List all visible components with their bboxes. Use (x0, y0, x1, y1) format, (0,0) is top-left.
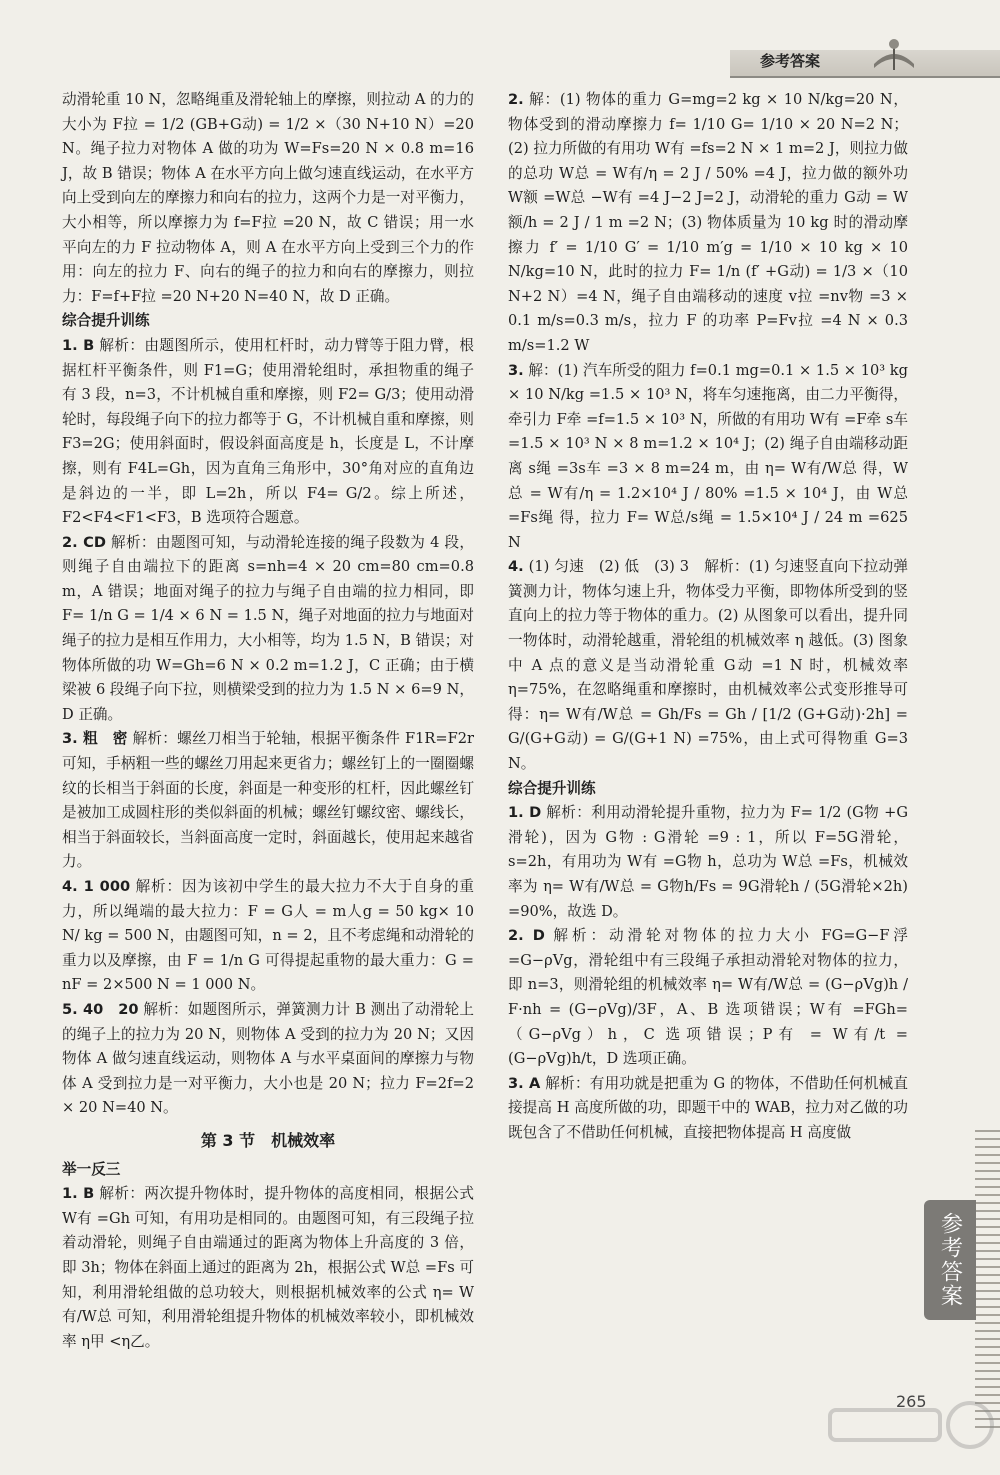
answer-text: 解析：两次提升物体时，提升物体的高度相同，根据公式 W有 =Gh 可知，有用功是相同的。由题图可知，有三段绳子拉着动滑轮，则绳子自由端通过的距离为物体上升高度的 3 倍，即 3h；物体在斜面上通过的距离为 2h，根据公式 W总 =Fs 可知，利用滑轮组做的总功较大，则根据机械效率的公式 η= W有/W总 可知，利用滑轮组提升物体的机械效率较小，即机械效率 η甲 <η乙。 (62, 1185, 474, 1350)
book-logo-icon (870, 34, 918, 74)
answer-item (508, 88, 908, 359)
right-column (508, 88, 908, 1146)
answer-text: 解：(1) 汽车所受的阻力 f=0.1 mg=0.1 × 1.5 × 10³ kg × 10 N/kg =1.5 × 10³ N，将车匀速拖离，由二力平衡得，牵引力 F牵 =f=1.5 × 10³ N，所做的有用功 W有 =F牵 s车 =1.5 × 10³ N × 8 m=1.2 × 10⁴ J；(2) 绳子自由端移动距离 s绳 =3s车 =3 × 8 m=24 m，由 η= W有/W总 得，W总 = W有/η = 1.2×10⁴ J / 80% =1.5 × 10⁴ J，由 W总 =Fs绳 得，拉力 F= W总/s绳 = 1.5×10⁴ J / 24 m =625 N (508, 361, 908, 551)
section-heading: 综合提升训练 (508, 779, 596, 797)
answer-item (62, 998, 474, 1121)
answer-item (508, 359, 908, 556)
section-tab (924, 1200, 976, 1320)
answer-number: 1. D (508, 804, 542, 822)
answer-item (62, 334, 474, 531)
answer-text: 解析：有用功就是把重为 G 的物体，不借助任何机械直接提高 H 高度所做的功，即题干中的 WAB，拉力对乙做的功既包含了不借助任何机械，直接把物体提高 H 高度做 (508, 1074, 909, 1141)
answer-item (508, 555, 908, 776)
answer-item (62, 875, 474, 998)
page-number: 265 (896, 1392, 927, 1411)
section-heading: 综合提升训练 (62, 312, 150, 330)
answer-number: 4. (508, 558, 524, 576)
answer-text: (1) 匀速 (2) 低 (3) 3 解析：(1) 匀速竖直向下拉动弹簧测力计，物体匀速上升，物体受力平衡，即物体所受到的竖直向上的拉力等于物体的重力。(2) 从图象可以看出，提升同一物体时，动滑轮越重，滑轮组的机械效率 η 越低。(3) 图象中 A 点的意义是当动滑轮重 G动 =1 N 时，机械效率 η=75%，在忽略绳重和摩擦时，由机械效率公式变形推导可得：η= W有/W总 = Gh/Fs = Gh / [1/2 (G+G动)·2h] = G/(G+G动) = G/(G+1 N) =75%，由上式可得物重 G=3 N。 (508, 558, 909, 773)
page-edge-decoration (975, 1130, 1000, 1430)
section-tab-label: 参考答案 (937, 1212, 963, 1308)
answer-text: 解析：由题图可知，与动滑轮连接的绳子段数为 4 段，则绳子自由端拉下的距离 s=nh=4 × 20 cm=80 cm=0.8 m，A 错误；地面对绳子的拉力与绳子自由端的拉力相同，即 F= 1/n G = 1/4 × 6 N = 1.5 N，绳子对地面的拉力与地面对绳子的拉力是相互作用力，大小相等，均为 1.5 N，B 错误；对物体所做的功 W=Gh=6 N × 0.2 m=1.2 J，C 正确；由于横梁被 6 段绳子向下拉，则横梁受到的拉力为 1.5 N × 6=9 N，D 正确。 (62, 533, 475, 723)
answer-text: 解析：因为该初中学生的最大拉力不大于自身的重力，所以绳端的最大拉力：F = G人 = m人g = 50 kg× 10 N/ kg = 500 N，由题图可知，n = 2，且不考虑绳和动滑轮的重力以及摩擦，由 F = 1/n G 可得提起重物的最大重力：G = nF = 2×500 N = 1 000 N。 (62, 878, 474, 994)
answer-text: 解析：动滑轮对物体的拉力大小 FG=G−F浮 =G−ρVg，滑轮组中有三段绳子承担动滑轮对物体的拉力，即 n=3，则滑轮组的机械效率 η= W有/W总 = (G−ρVg)h / F·nh = (G−ρVg)/3F，A、B 选项错误；W有 =FGh=（G−ρVg）h，C 选项错误；P有 = W有/t = (G−ρVg)h/t，D 选项正确。 (508, 927, 908, 1068)
answer-text: 解析：螺丝刀相当于轮轴，根据平衡条件 F1R=F2r 可知，手柄粗一些的螺丝刀用起来更省力；螺丝钉上的一圈圈螺纹的长相当于斜面的长度，斜面是一种变形的杠杆，因此螺丝钉是被加工成圆柱形的类似斜面的机械；螺丝钉螺纹密、螺线长，相当于斜面较长，当斜面高度一定时，斜面越长，使用起来越省力。 (62, 730, 475, 871)
chapter-title: 第 3 节 机械效率 (200, 1130, 336, 1150)
answer-text: 解析：利用动滑轮提升重物，拉力为 F= 1/2 (G物 +G滑轮)，因为 G物 : G滑轮 =9 : 1，所以 F=5G滑轮，s=2h，有用功为 W有 =G物 h，总功为 W总 =Fs，机械效率为 η= W有/W总 = G物h/Fs = 9G滑轮h / (5G滑轮×2h) =90%，故选 D。 (508, 804, 909, 920)
header-title: 参考答案 (760, 52, 821, 70)
answer-number: 5. 40 20 (62, 1000, 139, 1018)
answer-item (62, 727, 474, 875)
paragraph: 动滑轮重 10 N，忽略绳重及滑轮轴上的摩擦，则拉动 A 的力的大小为 F拉 = 1/2 (GB+G动) = 1/2 ×（30 N+10 N）=20 N。绳子拉力对物体 A 做的功为 W=Fs=20 N × 0.8 m=16 J，故 B 错误；物体 A 在水平方向上做匀速直线运动，在水平方向上受到向左的摩擦力和向右的拉力，这两个力是一对平衡力，大小相等，所以摩擦力为 f=F拉 =20 N，故 C 错误；用一水平向左的力 F 拉动物体 A，则 A 在水平方向上受到三个力的作用：向左的拉力 F、向右的绳子的拉力和向右的摩擦力，则拉力：F=f+F拉 =20 N+20 N=40 N，故 D 正确。 (62, 91, 474, 305)
answer-text: 解析：由题图所示，使用杠杆时，动力臂等于阻力臂，根据杠杆平衡条件，则 F1=G；使用滑轮组时，承担物重的绳子有 3 段，n=3，不计机械自重和摩擦，则 F2= G/3；使用动滑轮时，每段绳子向下的拉力都等于 G，不计机械自重和摩擦，则 F3=2G；使用斜面时，假设斜面高度是 h，长度是 L，不计摩擦，则有 F4L=Gh，因为直角三角形中，30°角对应的直角边是斜边的一半，即 L=2h，所以 F4= G/2。综上所述，F2<F4<F1<F3，B 选项符合题意。 (62, 336, 474, 527)
answer-number: 4. 1 000 (62, 878, 131, 895)
answer-item (62, 1182, 474, 1354)
answer-item (508, 924, 908, 1072)
left-column (62, 88, 474, 1354)
answer-item (508, 801, 908, 924)
answer-text: 解析：如题图所示，弹簧测力计 B 测出了动滑轮上的绳子上的拉力为 20 N，则物体 A 受到的拉力为 20 N；又因物体 A 做匀速直线运动，则物体 A 与水平桌面间的摩擦力与物体 A 受到拉力是一对平衡力，大小也是 20 N；拉力 F=2f=2 × 20 N=40 N。 (62, 1000, 474, 1117)
answer-item (62, 531, 474, 728)
section-heading: 举一反三 (62, 1160, 121, 1178)
answer-number: 3. A (508, 1074, 541, 1092)
answer-number: 1. B (62, 1185, 95, 1203)
answer-number: 3. 粗 密 (62, 730, 128, 748)
answer-number: 3. (508, 361, 524, 379)
answer-number: 2. CD (62, 533, 106, 551)
answer-number: 2. (508, 91, 524, 108)
answer-text: 解：(1) 物体的重力 G=mg=2 kg × 10 N/kg=20 N，物体受到的滑动摩擦力 f= 1/10 G= 1/10 × 20 N=2 N；(2) 拉力所做的有用功 W有 =fs=2 N × 1 m=2 J，则拉力做的总功 W总 = W有/η = 2 J / 50% =4 J，拉力做的额外功 W额 =W总 −W有 =4 J−2 J=2 J，动滑轮的重力 G动 = W额/h = 2 J / 1 m =2 N；(3) 物体质量为 10 kg 时的滑动摩擦力 f′ = 1/10 G′ = 1/10 m′g = 1/10 × 10 kg × 10 N/kg=10 N，此时的拉力 F= 1/n (f′ +G动) = 1/3 ×（10 N+2 N）=4 N，绳子自由端移动的速度 v拉 =nv物 =3 × 0.1 m/s=0.3 m/s，拉力 F 的功率 P=Fv拉 =4 N × 0.3 m/s=1.2 W (508, 91, 908, 354)
answer-number: 2. D (508, 927, 545, 945)
answer-number: 1. B (62, 336, 95, 354)
answer-item (508, 1072, 908, 1146)
